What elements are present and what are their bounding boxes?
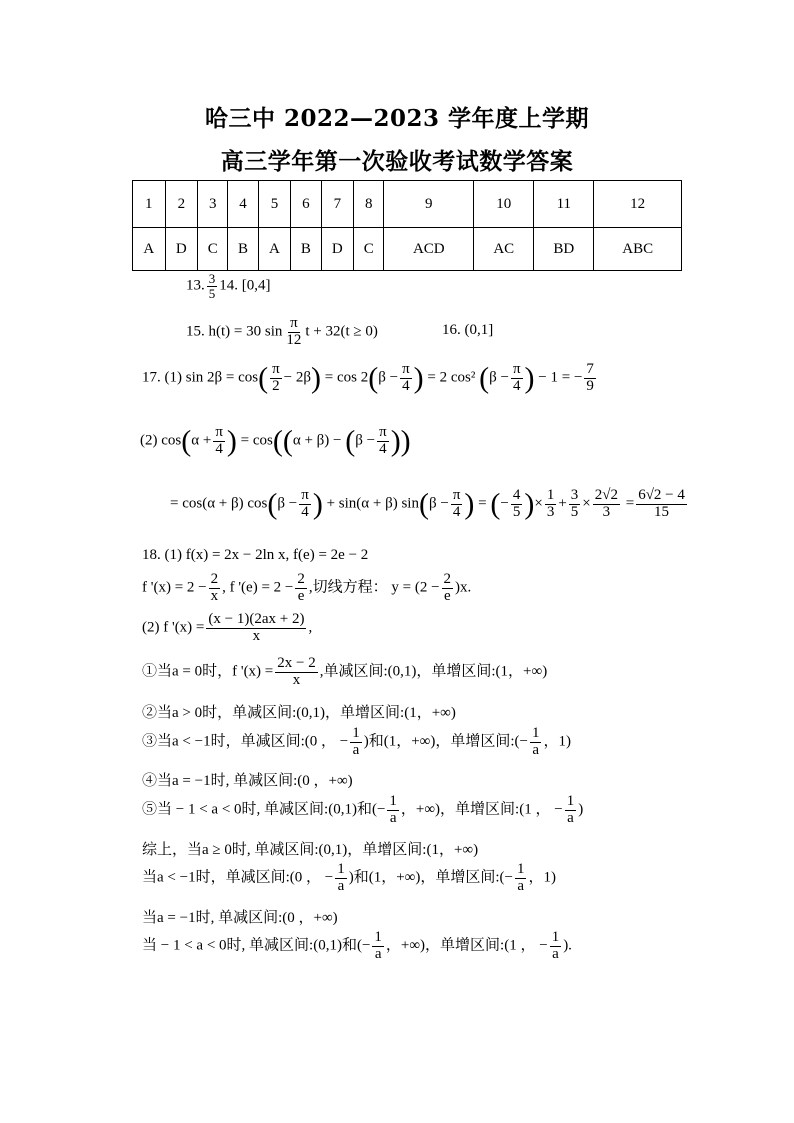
q13-fraction: $\frac{3}{5}$ [208, 271, 216, 301]
q-number: 9 [384, 181, 474, 228]
q18-part2-line: (2) f '(x) = $\frac{(x - 1)(2ax + 2)}{x}$ , [142, 611, 313, 644]
answer-row [133, 228, 682, 271]
q-answer: C [198, 228, 228, 271]
q18-derivative-line: f '(x) = 2 − $\frac{2}{x}$ , f '(e) = 2 − $\frac{2}{e}$ ,切线方程： y = (2 − $\frac{2}{e}$ )x. [142, 571, 472, 604]
q18-line1: 18. (1) f(x) = 2x − 2ln x, f(e) = 2e − 2 [142, 547, 369, 563]
answer-table [132, 180, 682, 271]
q18-case-5: ⑤当 − 1 < a < 0时, 单减区间:(0,1)和(− $\frac{1}{a}$ ，+∞)，单增区间:(1 ， − $\frac{1}{a}$ ) [142, 793, 584, 826]
q18-summary-4: 当 − 1 < a < 0时, 单减区间:(0,1)和(− $\frac{1}{a}$ ，+∞)，单增区间:(1 ， − $\frac{1}{a}$ ). [142, 929, 572, 962]
answer-16: 16. (0,1] [442, 322, 494, 338]
q-answer: C [354, 228, 384, 271]
q-number: 6 [291, 181, 321, 228]
answer-15: 15. h(t) = 30 sin $\frac{\pi}{12}$ t + 32(t ≥ 0) [186, 315, 378, 348]
q-answer: ACD [384, 228, 474, 271]
q-number: 7 [321, 181, 354, 228]
question-number-row [133, 181, 682, 228]
q-number: 2 [165, 181, 198, 228]
q-answer: B [291, 228, 321, 271]
q-answer: A [258, 228, 291, 271]
q-answer: A [133, 228, 166, 271]
q-number: 1 [133, 181, 166, 228]
q-number: 11 [534, 181, 594, 228]
q18-case-2: ②当a > 0时，单减区间:(0,1)，单增区间:(1，+∞) [142, 705, 456, 721]
q-answer: ABC [594, 228, 682, 271]
title-line-1: 哈三中 2022—2023 学年度上学期 [204, 105, 590, 132]
q18-summary-1: 综上，当a ≥ 0时, 单减区间:(0,1)，单增区间:(1，+∞) [142, 842, 479, 858]
q18-case-3: ③当a < −1时，单减区间:(0 ， − $\frac{1}{a}$ )和(1，+∞)，单增区间:(− $\frac{1}{a}$ ，1) [142, 725, 571, 758]
q-number: 4 [228, 181, 258, 228]
q-number: 10 [474, 181, 534, 228]
q-number: 5 [258, 181, 291, 228]
q17-part2-line2: = cos(α + β) cos(β − $\frac{\pi}{4}$ ) + sin(α + β) sin(β − $\frac{\pi}{4}$ ) = (− $\frac{4}{5}$ )× $\frac{1}{3}$ + $\frac{3}{5}$ × $\frac{2√2}{3}$ = $\frac{6√2 - 4}{15}$ [170, 487, 685, 521]
q-answer: D [165, 228, 198, 271]
q17-part2-line1: (2) cos(α + $\frac{\pi}{4}$ ) = cos((α + β) − (β − $\frac{\pi}{4}$ )) [140, 424, 411, 458]
pi-over-12: $\frac{\pi}{12}$ [286, 315, 302, 348]
answer-13-14: 13. $\frac{3}{5}$ 14. [0,4] [186, 271, 271, 301]
q17-part1: 17. (1) sin 2β = cos( $\frac{\pi}{2}$ − 2β) = cos 2(β − $\frac{\pi}{4}$ ) = 2 cos² (β − $\frac{\pi}{4}$ ) − 1 = − $\frac{7}{9}$ [142, 361, 594, 395]
q-answer: D [321, 228, 354, 271]
q18-summary-3: 当a = −1时, 单减区间:(0 ，+∞) [142, 910, 338, 926]
title-line-2: 高三学年第一次验收考试数学答案 [220, 148, 574, 175]
q18-case-4: ④当a = −1时, 单减区间:(0 ，+∞) [142, 773, 353, 789]
q18-summary-2: 当a < −1时，单减区间:(0 ， − $\frac{1}{a}$ )和(1，+∞)，单增区间:(− $\frac{1}{a}$ ，1) [142, 861, 556, 894]
q-number: 12 [594, 181, 682, 228]
q18-case-1: ①当a = 0时，f '(x) = $\frac{2x - 2}{x}$ ,单减区间:(0,1)，单增区间:(1，+∞) [142, 655, 548, 688]
q-number: 8 [354, 181, 384, 228]
q-answer: B [228, 228, 258, 271]
q-answer: AC [474, 228, 534, 271]
q-number: 3 [198, 181, 228, 228]
q-answer: BD [534, 228, 594, 271]
